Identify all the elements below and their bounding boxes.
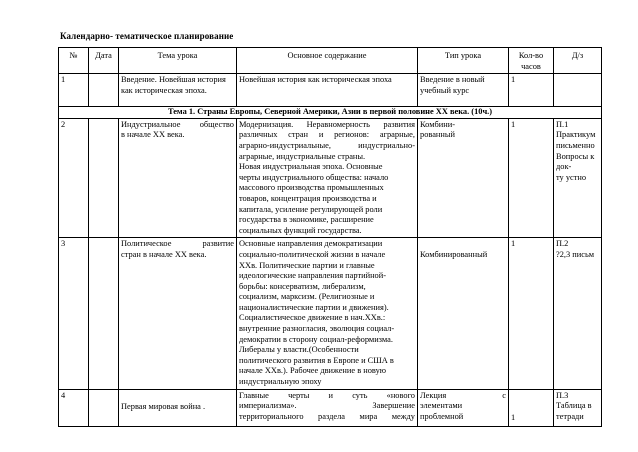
content-line: товаров, концентрация производства и: [239, 193, 377, 203]
cell-count: 1: [509, 238, 554, 389]
content-line: Главные черты и суть «нового: [239, 390, 415, 400]
content-line: националистические партии и движения).: [239, 302, 389, 312]
content-line: территориального раздела мира между: [239, 411, 415, 421]
header-homework: Д/з: [554, 48, 602, 74]
header-topic: Тема урока: [119, 48, 237, 74]
homework-line: письменно: [556, 140, 595, 150]
topic-line: Первая мировая война .: [121, 401, 206, 411]
topic-line: стран в начале XX века.: [121, 249, 207, 259]
topic-line: в начале XX века.: [121, 130, 185, 140]
type-line: Комбинированный: [420, 250, 488, 260]
count-line: 1: [511, 412, 516, 422]
content-line: борьбы: консерватизм, либерализм,: [239, 281, 366, 291]
content-line: Новая индустриальная эпоха. Основные: [239, 162, 383, 172]
cell-homework: [554, 118, 602, 238]
cell-topic: [119, 238, 237, 389]
content-line: Либералы у власти.(Особенности: [239, 345, 359, 355]
homework-line: Вопросы к док-: [556, 151, 595, 172]
cell-type: [418, 389, 509, 426]
homework-line: Таблица в: [556, 401, 592, 411]
table-row: [59, 389, 602, 426]
cell-content: [237, 118, 418, 238]
cell-count: 1: [509, 74, 554, 107]
content-line: массового производства промышленных: [239, 183, 384, 193]
cell-num: 1: [59, 74, 89, 107]
homework-line: Практикум: [556, 130, 596, 140]
lesson-plan-table: [58, 47, 602, 427]
header-type: Тип урока: [418, 48, 509, 74]
header-date: Дата: [89, 48, 119, 74]
content-line: социализм, марксизм. (Религиозные и: [239, 292, 375, 302]
header-content: Основное содержание: [237, 48, 418, 74]
type-line: Лекция с: [420, 390, 506, 400]
content-line: социальных функций государства.: [239, 225, 362, 235]
cell-count: [509, 389, 554, 426]
table-row: [59, 118, 602, 238]
table-row: [59, 238, 602, 389]
header-num: №: [59, 48, 89, 74]
homework-line: ту устно: [556, 172, 587, 182]
topic-line: Индустриальное общество: [121, 119, 234, 129]
cell-topic: [119, 389, 237, 426]
cell-content: [237, 389, 418, 426]
cell-date: [89, 389, 119, 426]
cell-type: [418, 74, 509, 107]
cell-type: [418, 118, 509, 238]
cell-homework: [554, 238, 602, 389]
topic-line: Политическое развитие: [121, 239, 234, 249]
homework-line: П.1: [556, 119, 569, 129]
cell-homework: [554, 389, 602, 426]
homework-line: П.3: [556, 390, 569, 400]
content-line: идеологические направления партийной-: [239, 271, 387, 281]
content-line: индустриальную эпоху: [239, 377, 322, 387]
cell-topic: Введение. Новейшая история как историческая эпоха.: [119, 74, 237, 107]
homework-line: П.2: [556, 239, 569, 249]
cell-num: 2: [59, 118, 89, 238]
section-row: [59, 107, 602, 119]
content-line: внутренние разногласия, эволюция социал-: [239, 324, 395, 334]
cell-date: [89, 118, 119, 238]
content-line: капитала, усиление регулирующей роли: [239, 204, 383, 214]
content-line: начале XXв.). Рабочее движение в новую: [239, 366, 387, 376]
cell-num: 4: [59, 389, 89, 426]
type-line: учебный курс: [420, 85, 470, 95]
content-line: государства в экономике, расширение: [239, 215, 374, 225]
content-line: социально-политической жизни в начале: [239, 249, 386, 259]
content-line: черты индустриального общества: начало: [239, 172, 389, 182]
content-line: XXв. Политические партии и главные: [239, 260, 375, 270]
cell-homework: [554, 74, 602, 107]
homework-line: тетради: [556, 411, 584, 421]
content-line: Социалистическое движение в нач.XXв.:: [239, 313, 386, 323]
type-line: проблемной: [420, 411, 464, 421]
content-line: Новейшая история как историческая эпоха: [239, 75, 392, 85]
cell-date: [89, 238, 119, 389]
type-line: Введение в новый: [420, 75, 485, 85]
content-line: различных стран и регионов: аграрные,: [239, 130, 415, 140]
table-header-row: [59, 48, 602, 74]
content-line: аграрно-индустриальные, индустриально-: [239, 140, 415, 150]
type-line: Комбини-: [420, 119, 455, 129]
content-line: империализма». Завершение: [239, 401, 415, 411]
section-title: Тема 1. Страны Европы, Северной Америки, Азии в первой половине XX века. (10ч.): [59, 107, 602, 119]
type-line: элементами: [420, 401, 463, 411]
cell-count: 1: [509, 118, 554, 238]
content-line: Основные направления демократизации: [239, 239, 383, 249]
content-line: Модернизация. Неравномерность развития: [239, 119, 415, 129]
table-row: [59, 74, 602, 107]
content-line: демократии в сторону социал-реформизма.: [239, 334, 393, 344]
cell-content: [237, 74, 418, 107]
type-line: рованный: [420, 130, 456, 140]
document-title: Календарно- тематическое планирование: [60, 31, 234, 41]
cell-date: [89, 74, 119, 107]
content-line: политического развития в Европе и США в: [239, 355, 394, 365]
cell-topic: [119, 118, 237, 238]
homework-line: ?2,3 письм: [556, 249, 595, 259]
cell-content: [237, 238, 418, 389]
header-count: Кол-во часов: [509, 48, 554, 74]
cell-num: 3: [59, 238, 89, 389]
content-line: аграрные, индустриальные страны.: [239, 151, 366, 161]
cell-type: [418, 238, 509, 389]
